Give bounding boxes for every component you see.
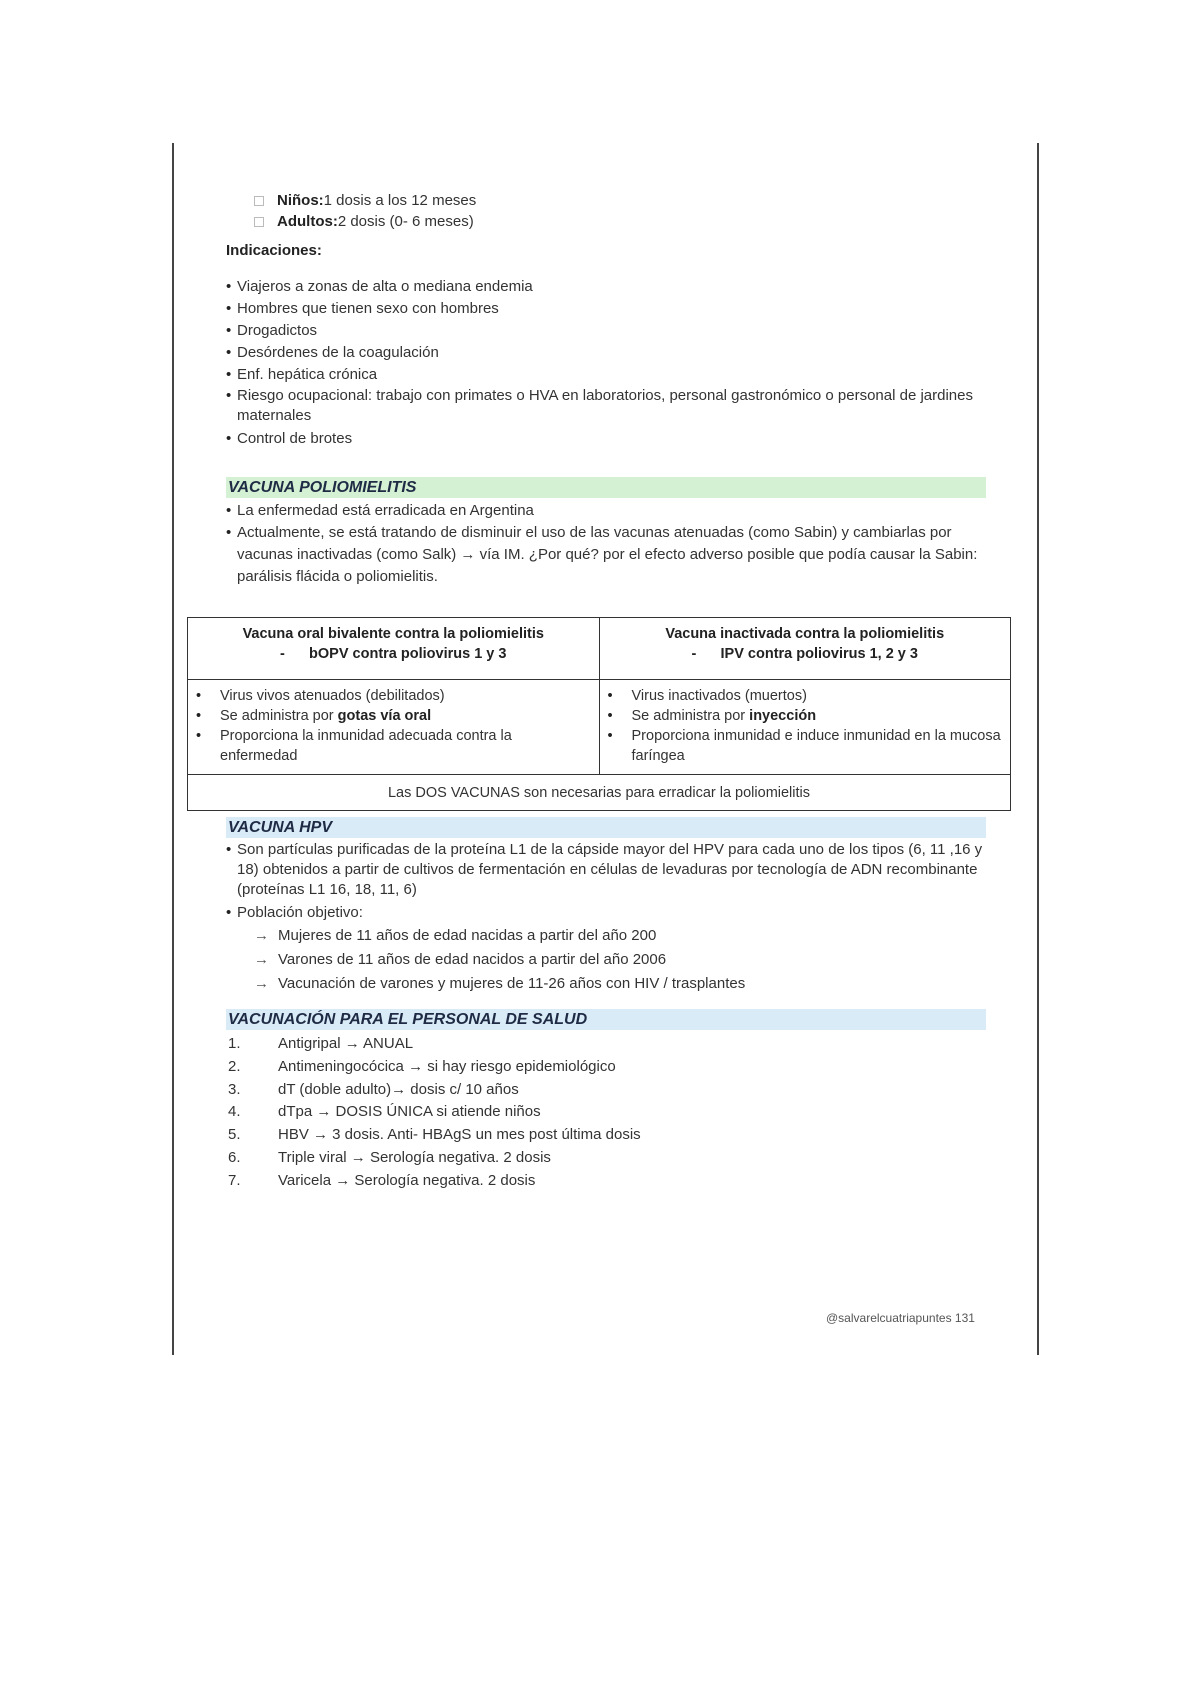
arrow-icon: → — [254, 975, 269, 992]
arrow-icon: → — [254, 951, 269, 968]
section-heading-polio: VACUNA POLIOMIELITIS — [226, 477, 986, 498]
checkbox-icon — [254, 217, 264, 227]
table-header-title: Vacuna oral bivalente contra la poliomielitis — [242, 626, 544, 642]
table-cell-bopv — [188, 680, 600, 775]
list-item: • Población objetivo: — [226, 900, 986, 926]
list-item: 4. dTpa → DOSIS ÚNICA si atiende niños — [228, 1103, 541, 1121]
polio-vaccine-table — [187, 617, 1011, 811]
table-cell-ipv — [599, 680, 1011, 775]
list-item: 2. Antimeningocócica → si hay riesgo epidemiológico — [228, 1057, 616, 1075]
section-heading-hpv: VACUNA HPV — [226, 817, 986, 838]
polio-list — [226, 500, 986, 588]
dosis-text: 1 dosis a los 12 meses — [323, 192, 477, 209]
list-item: • Se administra por inyección — [604, 706, 1005, 726]
page-border-left — [172, 143, 174, 1355]
dosis-label: Niños: — [277, 192, 324, 209]
table-header-bopv — [188, 618, 600, 680]
list-item: → Vacunación de varones y mujeres de 11-26 años con HIV / trasplantes — [226, 972, 986, 996]
list-item: 6. Triple viral → Serología negativa. 2 dosis — [228, 1148, 551, 1166]
list-item: • Control de brotes — [226, 428, 986, 450]
indicaciones-list — [226, 276, 986, 450]
list-item: • Se administra por gotas vía oral — [192, 706, 593, 726]
dosis-label: Adultos: — [277, 213, 338, 230]
list-item: • Viajeros a zonas de alta o mediana endemia — [226, 276, 986, 298]
list-item: → Varones de 11 años de edad nacidos a partir del año 2006 — [226, 948, 986, 972]
arrow-icon: → — [254, 927, 269, 944]
list-item: 1. Antigripal → ANUAL — [228, 1035, 414, 1052]
dosis-text: 2 dosis (0- 6 meses) — [337, 213, 474, 230]
table-header-subtitle: - IPV contra poliovirus 1, 2 y 3 — [691, 646, 918, 662]
hpv-poblacion-list — [226, 924, 986, 996]
list-item: • Proporciona la inmunidad adecuada contra la enfermedad — [192, 726, 593, 766]
table-header-title: Vacuna inactivada contra la poliomielitis — [665, 626, 945, 642]
dosis-ninos — [254, 192, 476, 209]
list-item: • Hombres que tienen sexo con hombres — [226, 298, 986, 320]
list-item: • Son partículas purificadas de la proteína L1 de la cápside mayor del HPV para cada uno de los tipos (6, 11 ,16 y 18) obtenidos a partir de cultivos de fermentación en células de levaduras por tecnología de ADN recombinante (proteínas L1 16, 18, 11, 6) — [226, 840, 986, 900]
indicaciones-title: Indicaciones: — [226, 242, 322, 259]
list-item: • Desórdenes de la coagulación — [226, 342, 986, 364]
table-header-ipv — [599, 618, 1011, 680]
table-footer: Las DOS VACUNAS son necesarias para erradicar la poliomielitis — [188, 775, 1011, 811]
table-header-subtitle: - bOPV contra poliovirus 1 y 3 — [280, 646, 507, 662]
hpv-list — [226, 840, 986, 926]
personal-list — [226, 1033, 986, 1193]
list-item: • Virus inactivados (muertos) — [604, 686, 1005, 706]
list-item: → Mujeres de 11 años de edad nacidas a partir del año 200 — [226, 924, 986, 948]
page-footer: @salvarelcuatriapuntes 131 — [826, 1311, 975, 1325]
list-item: • Enf. hepática crónica — [226, 364, 986, 386]
dosis-adultos — [254, 213, 474, 230]
list-item: • La enfermedad está erradicada en Argentina — [226, 500, 986, 522]
list-item: 7. Varicela → Serología negativa. 2 dosis — [228, 1171, 536, 1189]
list-item: • Virus vivos atenuados (debilitados) — [192, 686, 593, 706]
checkbox-icon — [254, 196, 264, 206]
list-item: • Drogadictos — [226, 320, 986, 342]
list-item: 5. HBV → 3 dosis. Anti- HBAgS un mes post última dosis — [228, 1126, 641, 1144]
page-border-right — [1037, 143, 1039, 1355]
list-item: • Riesgo ocupacional: trabajo con primates o HVA en laboratorios, personal gastronómico o personal de jardines maternales — [226, 386, 986, 428]
list-item: 3. dT (doble adulto)→ dosis c/ 10 años — [228, 1080, 519, 1098]
list-item: • Actualmente, se está tratando de disminuir el uso de las vacunas atenuadas (como Sabin) y cambiarlas por vacunas inactivadas (como Salk) → vía IM. ¿Por qué? por el efecto adverso posible que podía causar la Sabin: parálisis flácida o poliomielitis. — [226, 522, 986, 588]
section-heading-personal: VACUNACIÓN PARA EL PERSONAL DE SALUD — [226, 1009, 986, 1030]
list-item: • Proporciona inmunidad e induce inmunidad en la mucosa faríngea — [604, 726, 1005, 766]
